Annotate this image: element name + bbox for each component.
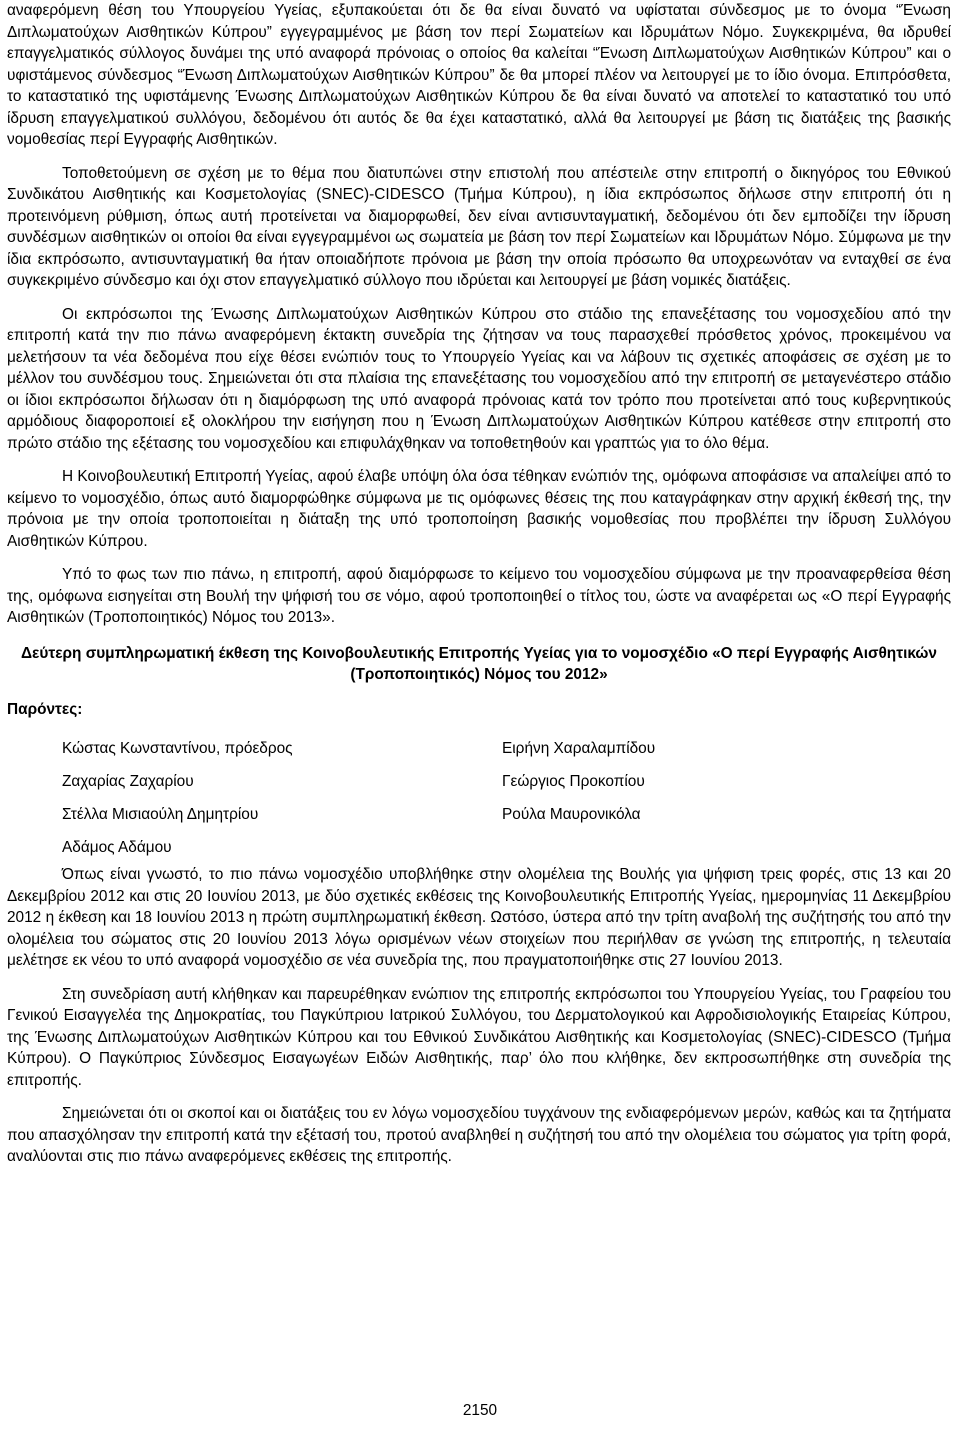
paragraph-meeting-attendees: Στη συνεδρίαση αυτή κλήθηκαν και παρευρέθηκαν ενώπιον της επιτροπής εκπρόσωποι του Υπουργείου Υγείας, του Γραφείου του Γενικού Εισαγγελέα της Δημοκρατίας, του Παγκύπριου Ιατρικού Συλλόγου, του Δερματολογικού και Αφροδισιολογικής Εταιρείας Κύπρου, της Ένωσης Διπλωματούχων Αισθητικών Κύπρου και του Εθνικού Συνδικάτου Αισθητικής και Κοσμετολογίας (SNEC)-CIDESCO (Τμήμα Κύπρου). Ο Παγκύπριος Σύνδεσμος Εισαγωγέων Ειδών Αισθητικής, παρ’ όλο που κλήθηκε, δεν εκπροσωπήθηκε στη συνεδρία της επιτροπής. [7,985,951,1089]
paragraph-union-representatives: Οι εκπρόσωποι της Ένωσης Διπλωματούχων Αισθητικών Κύπρου στο στάδιο της επανεξέτασης του νομοσχεδίου από την επιτροπή κατά την πιο πάνω αναφερόμενη έκτακτη συνεδρία της ζήτησαν να τους παρασχεθεί πρόσθετος χρόνος, προκειμένου να μελετήσουν τα νέα δεδομένα που είχε θέσει ενώπιόν τους το Υπουργείο Υγείας και να λάβουν τις σχετικές αποφάσεις σε σχέση με το μέλλον του συνδέσμου τους. Σημειώνεται ότι στα πλαίσια της επανεξέτασης του νομοσχεδίου από την επιτροπή σε μεταγενέστερο στάδιο οι ίδιοι εκπρόσωποι δήλωσαν ότι η διαμόρφωση της υπό αναφορά πρόνοιας κατά τον τρόπο που προτείνεται από τους κυβερνητικούς αρμόδιους διαφοροποιεί εξ ολοκλήρου την εισήγηση που η Ένωση Διπλωματούχων Αισθητικών Κύπρου κατέθεσε στην επιτροπή στο πρώτο στάδιο της εξέτασης του νομοσχεδίου και επιφυλάχθηκαν να τοποθετηθούν και γραπτώς για το όλο θέμα. [7,305,951,452]
member-name: Κώστας Κωνσταντίνου, πρόεδρος [62,740,293,757]
present-members-list [62,732,951,831]
member-name: Γεώργιος Προκοπίου [502,773,645,790]
paragraph-recommendation: Υπό το φως των πιο πάνω, η επιτροπή, αφού διαμόρφωσε το κείμενο του νομοσχεδίου σύμφωνα με την προαναφερθείσα θέση της, ομόφωνα εισηγείται στη Βουλή την ψήφισή του σε νόμο, αφού τροποποιηθεί ο τίτλος του, ώστε να αναφέρεται ως «Ο περί Εγγραφής Αισθητικών (Τροποποιητικός) Νόμος του 2013». [7,566,951,626]
paragraph-committee-decision: Η Κοινοβουλευτική Επιτροπή Υγείας, αφού έλαβε υπόψη όλα όσα τέθηκαν ενώπιόν της, ομόφωνα αποφάσισε να απαλείψει από το κείμενο το νομοσχέδιο, όπως αυτό διαμορφώθηκε σύμφωνα με τις ομόφωνες θέσεις της που καταγράφηκαν στην αρχική έκθεσή της, την πρόνοια με την οποία τροποποιείται η διάταξη της υπό τροποποίηση βασικής νομοθεσίας που προβλέπει την ίδρυση Συλλόγου Αισθητικών Κύπρου. [7,468,951,550]
page-number: 2150 [462,1402,498,1419]
report-heading: Δεύτερη συμπληρωματική έκθεση της Κοινοβουλευτικής Επιτροπής Υγείας για το νομοσχέδιο «Ο περί Εγγραφής Αισθητικών (Τροποποιητικός) Νόμος του 2012» [21,644,937,683]
paragraph-continuation: αναφερόμενη θέση του Υπουργείου Υγείας, εξυπακούεται ότι δε θα είναι δυνατό να υφίσταται σύνδεσμος με το όνομα “Ένωση Διπλωματούχων Αισθητικών Κύπρου” εγγεγραμμένος με βάση τον περί Σωματείων και Ιδρυμάτων Νόμο. Συγκεκριμένα, θα ιδρυθεί επαγγελματικός σύλλογος δυνάμει της υπό αναφορά πρόνοιας ο οποίος θα καλείται “Ένωση Διπλωματούχων Αισθητικών Κύπρου” και ο υφιστάμενος σύνδεσμος “Ένωση Διπλωματούχων Αισθητικών Κύπρου” δε θα μπορεί πλέον να λειτουργεί με το ίδιο όνομα. Επιπρόσθετα, το καταστατικό της υφιστάμενης Ένωσης Διπλωματούχων Αισθητικών Κύπρου δε θα είναι δυνατό να αποτελεί το καταστατικό του υπό ίδρυση επαγγελματικού συλλόγου, δεδομένου ότι αυτός δε θα έχει καταστατικό, αλλά θα λειτουργεί με βάση τις διατάξεις της βασικής νομοθεσίας περί Εγγραφής Αισθητικών. [7,2,951,148]
member-name: Στέλλα Μισιαούλη Δημητρίου [62,806,259,823]
paragraph-snec-position: Τοποθετούμενη σε σχέση με το θέμα που διατυπώνει στην επιστολή που απέστειλε στην επιτροπή ο δικηγόρος του Εθνικού Συνδικάτου Αισθητικής και Κοσμετολογίας (SNEC)-CIDESCO (Τμήμα Κύπρου), η ίδια εκπρόσωπος δήλωσε στην επιτροπή ότι η προτεινόμενη ρύθμιση, όπως αυτή προτείνεται να διαμορφωθεί, δεν είναι αντισυνταγματική, δεδομένου ότι δεν εμποδίζει την ίδρυση συνδέσμων αισθητικών οι οποίοι θα είναι εγγεγραμμένοι ως σωματεία με βάση τον περί Σωματείων και Ιδρυμάτων Νόμο. Σύμφωνα με την ίδια εκπρόσωπο, αντισυνταγματική θα ήταν οποιαδήποτε πρόνοια με βάση την οποία πρόσωπο θα υποχρεωνόταν να ενταχθεί σε ένα συγκεκριμένο σύνδεσμο και όχι στον επαγγελματικό σύλλογο που ιδρύεται και λειτουργεί με βάση νομικές διατάξεις. [7,164,951,289]
member-name: Αδάμος Αδάμου [62,839,172,856]
member-name: Ρούλα Μαυρονικόλα [502,806,641,823]
present-label: Παρόντες: [7,700,83,718]
member-name: Ειρήνη Χαραλαμπίδου [502,740,656,757]
paragraph-previous-reports: Σημειώνεται ότι οι σκοποί και οι διατάξεις του εν λόγω νομοσχεδίου τυγχάνουν της ενδιαφερόμενων μερών, καθώς και τα ζητήματα που απασχόλησαν την επιτροπή κατά την εξέτασή του, προτού αναβληθεί η συζήτησή του από την ολομέλεια του σώματος για τρίτη φορά, αναλύονται στις πιο πάνω αναφερόμενες εκθέσεις της επιτροπής. [7,1105,951,1165]
member-name: Ζαχαρίας Ζαχαρίου [62,773,194,790]
paragraph-background: Όπως είναι γνωστό, το πιο πάνω νομοσχέδιο υποβλήθηκε στην ολομέλεια της Βουλής για ψήφιση τρεις φορές, στις 13 και 20 Δεκεμβρίου 2012 και στις 20 Ιουνίου 2013, με δύο σχετικές εκθέσεις της Κοινοβουλευτικής Επιτροπής Υγείας, ημερομηνίας 11 Δεκεμβρίου 2012 η έκθεση και 18 Ιουνίου 2013 η πρώτη συμπληρωματική έκθεση. Ωστόσο, ύστερα από την τρίτη αναβολή της συζήτησής του από την ολομέλεια του σώματος στις 20 Ιουνίου 2013 λόγω ορισμένων νέων στοιχείων που περιήλθαν σε γνώση της επιτροπής, η τελευταία μελέτησε εκ νέου το υπό αναφορά νομοσχέδιο σε νέα συνεδρία της, που πραγματοποιήθηκε στις 27 Ιουνίου 2013. [7,866,951,969]
